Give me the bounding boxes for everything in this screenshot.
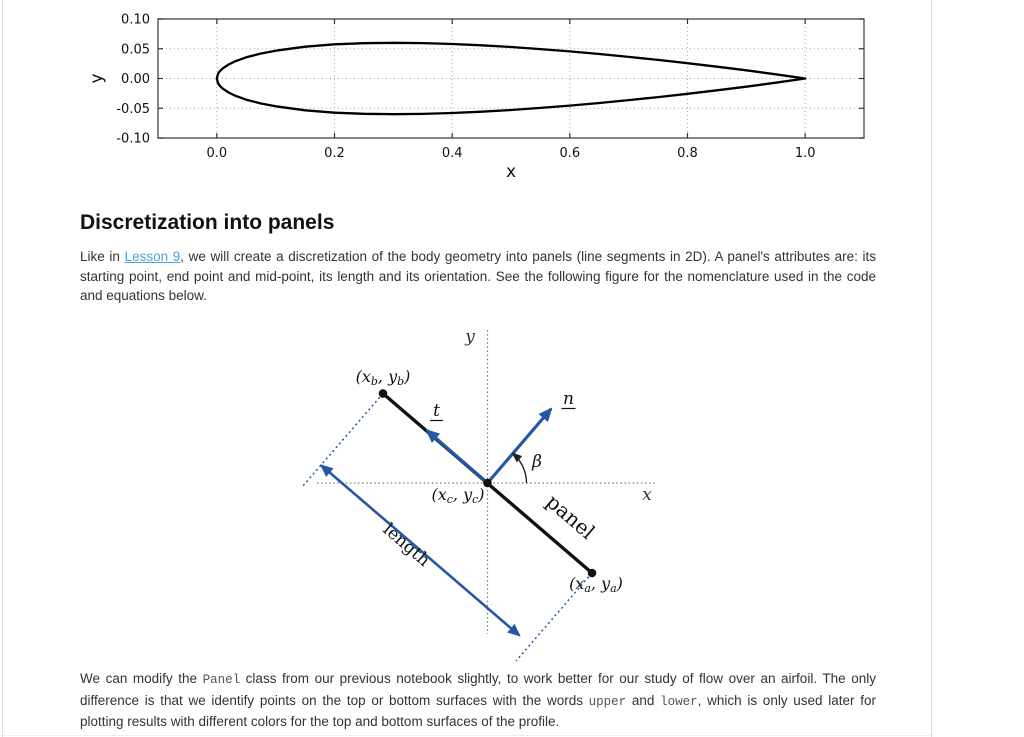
x-tick-label: 0.4 [441,146,463,161]
panel-label: panel [541,489,600,544]
point-c-label: (xc, yc) [431,485,485,506]
beta-label: β [532,452,542,472]
tangent-arrow [427,431,488,484]
panel-class-paragraph [80,669,876,732]
lesson-9-link[interactable]: Lesson 9 [124,249,181,264]
y-tick-label: 0.00 [121,72,150,87]
length-arrow-lower [420,550,519,635]
text-segment: class from our previous notebook slightly, to work better for our study of flow over an airfoil. The only difference is that we identify points on the top or bottom surfaces with the words [80,671,876,708]
panel-nomenclature-diagram [280,322,680,672]
text-segment: , which is only used later for plotting results with different colors for the top and bottom surfaces of the profile. [80,692,876,730]
point-b-label: (xb, yb) [355,367,411,388]
normal-label: n [563,389,574,409]
text-segment: and [626,692,661,708]
text-segment: We can modify the [80,671,203,686]
plot-gridlines [158,19,864,138]
intro-paragraph [80,247,876,306]
x-tick-label: 0.2 [324,146,345,161]
y-tick-label: 0.10 [121,12,150,28]
inline-code-panel: Panel [202,673,241,687]
point-a-label: (xa, ya) [569,574,623,595]
diagram-y-axis-label: y [465,327,475,347]
page-bottom-border [0,735,931,736]
airfoil-plot-figure [0,0,1024,195]
inline-code-upper: upper [588,694,627,709]
text-segment: , we will create a discretization of the body geometry into panels (line segments in 2D). A panel's attributes are: its starting point, end point and mid-point, its length and its orientation. See the following figure for the nomenclature used in the code and equations below. [80,249,876,304]
x-tick-label: 0.0 [206,146,228,161]
y-tick-label: 0.05 [121,42,150,58]
plot-x-axis-label: x [505,162,517,182]
inline-code-lower: lower [660,694,698,709]
diagram-x-axis-label: x [642,485,652,505]
length-label: length [378,519,434,571]
text-segment: Like in [80,249,125,264]
extension-line-b [303,394,384,487]
x-tick-label: 0.6 [559,146,581,161]
tangent-label: t [433,401,440,421]
beta-angle-arc [513,454,526,483]
point-b-dot [379,389,388,398]
x-tick-label: 1.0 [794,146,816,161]
y-tick-label: -0.05 [116,101,150,117]
y-tick-label: -0.10 [116,131,150,147]
section-heading: Discretization into panels [80,211,335,234]
x-tick-label: 0.8 [677,146,698,161]
plot-y-axis-label: y [87,73,107,84]
